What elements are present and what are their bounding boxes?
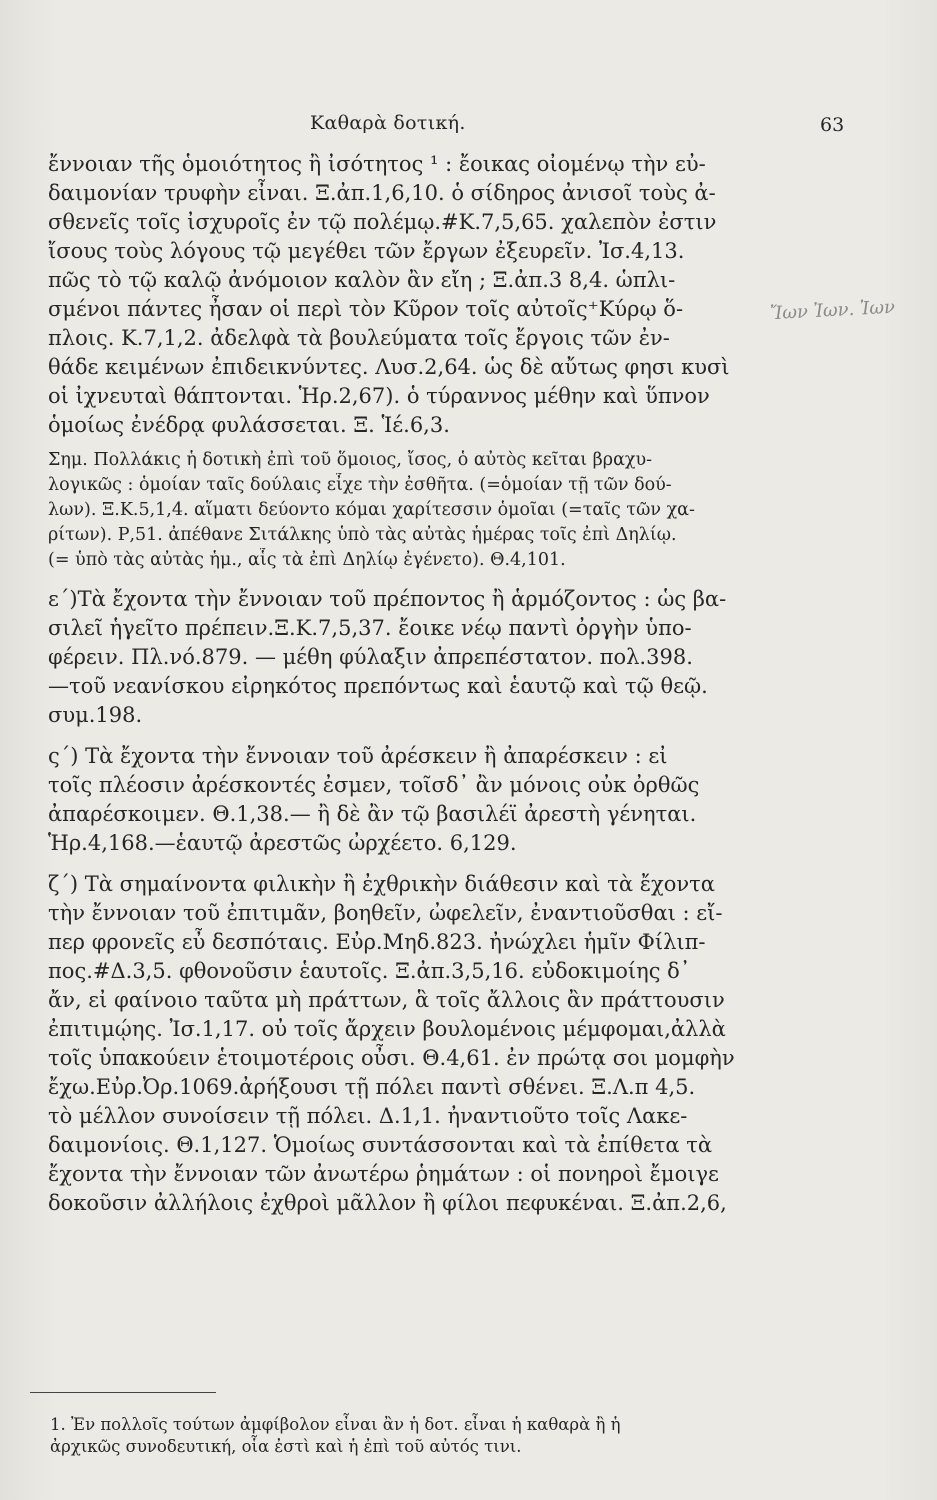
spacer (48, 730, 770, 742)
section-z-line: περ φρονεῖς εὖ δεσπόταις. Εὐρ.Μηδ.823. ἠνώχλει ἡμῖν Φίλιπ- (48, 930, 706, 954)
section-z-line: ἔχοντα τὴν ἔννοιαν τῶν ἀνωτέρω ῥημάτων : οἱ πονηροὶ ἔμοιγε (48, 1162, 719, 1186)
text-line: ἔννοιαν τῆς ὁμοιότητος ἢ ἰσότητος ¹ : ἔοικας οἰομένῳ τὴν εὐ- (48, 152, 706, 176)
section-e-line: σιλεῖ ἡγεῖτο πρέπειν.Ξ.Κ.7,5,37. ἔοικε νέῳ παντὶ ὀργὴν ὑπο- (48, 616, 692, 640)
handwritten-margin-note: Ἴων Ἰων. Ἰων (769, 296, 896, 325)
text-line: δαιμονίαν τρυφὴν εἶναι. Ξ.ἀπ.1,6,10. ὁ σίδηρος ἀνισοῖ τοὺς ἀ- (48, 181, 716, 205)
text-line: οἱ ἰχνευταὶ θάπτονται. Ἡρ.2,67). ὁ τύραννος μέθην καὶ ὕπνον (48, 384, 710, 408)
note-line: λογικῶς : ὁμοίαν ταῖς δούλαις εἶχε τὴν ἐσθῆτα. (=ὁμοίαν τῇ τῶν δού- (48, 475, 672, 495)
page-number: 63 (820, 114, 845, 136)
running-title: Καθαρὰ δοτική. (310, 112, 466, 134)
spacer (48, 440, 770, 448)
section-z-line: ἄν, εἰ φαίνοιο ταῦτα μὴ πράττων, ἃ τοῖς ἄλλοις ἂν πράττουσιν (48, 988, 725, 1012)
section-e-line: φέρειν. Πλ.νό.879. — μέθη φύλαξιν ἀπρεπέστατον. πολ.398. (48, 645, 693, 669)
section-z-line: πος.#Δ.3,5. φθονοῦσιν ἑαυτοῖς. Ξ.ἀπ.3,5,16. εὐδοκιμοίης δ᾽ (48, 959, 691, 983)
footnote-rule (30, 1392, 216, 1393)
text-line: πῶς τὸ τῷ καλῷ ἀνόμοιον καλὸν ἂν εἴη ; Ξ.ἀπ.3 8,4. ὡπλι- (48, 268, 676, 292)
footnote (50, 1414, 770, 1458)
section-st-line: ἀπαρέσκοιμεν. Θ.1,38.— ἢ δὲ ἂν τῷ βασιλέϊ ἀρεστὴ γένηται. (48, 802, 697, 826)
note-line: λων). Ξ.Κ.5,1,4. αἵματι δεύοντο κόμαι χαρίτεσσιν ὁμοῖαι (=ταῖς τῶν χα- (48, 500, 695, 520)
spacer (48, 573, 770, 585)
text-line: σμένοι πάντες ἦσαν οἱ περὶ τὸν Κῦρον τοῖς αὐτοῖς⁺Κύρῳ ὅ- (48, 297, 684, 321)
spacer (48, 858, 770, 870)
main-text (48, 150, 770, 1218)
section-st-line: Ἡρ.4,168.—ἑαυτῷ ἀρεστῶς ὠρχέετο. 6,129. (48, 831, 517, 855)
section-z-line: ἔχω.Εὐρ.Ὀρ.1069.ἀρήξουσι τῇ πόλει παντὶ σθένει. Ξ.Λ.π 4,5. (48, 1075, 696, 1099)
text-line: πλοις. Κ.7,1,2. ἀδελφὰ τὰ βουλεύματα τοῖς ἔργοις τῶν ἐν- (48, 326, 670, 350)
section-z-line: τὸ μέλλον συνοίσειν τῇ πόλει. Δ.1,1. ἠναντιοῦτο τοῖς Λακε- (48, 1104, 688, 1128)
text-line: ἴσους τοὺς λόγους τῷ μεγέθει τῶν ἔργων ἐξευρεῖν. Ἰσ.4,13. (48, 239, 685, 263)
text-line: σθενεῖς τοῖς ἰσχυροῖς ἐν τῷ πολέμῳ.#Κ.7,5,65. χαλεπὸν ἐστιν (48, 210, 717, 234)
text-line: θάδε κειμένων ἐπιδεικνύντες. Λυσ.2,64. ὡς δὲ αὔτως φησι κυσὶ (48, 355, 730, 379)
footnote-line: 1. Ἐν πολλοῖς τούτων ἀμφίβολον εἶναι ἂν ἡ δοτ. εἶναι ἡ καθαρὰ ἢ ἡ (50, 1415, 621, 1434)
note-line: (= ὑπὸ τὰς αὐτὰς ἡμ., αἷς τὰ ἐπὶ Δηλίῳ ἐγένετο). Θ.4,101. (48, 550, 566, 570)
text-line: ὁμοίως ἐνέδρᾳ φυλάσσεται. Ξ. Ἱέ.6,3. (48, 413, 450, 437)
section-z-line: δοκοῦσιν ἀλλήλοις ἐχθροὶ μᾶλλον ἢ φίλοι πεφυκέναι. Ξ.ἀπ.2,6, (48, 1191, 727, 1215)
section-st-line: τοῖς πλέοσιν ἀρέσκοντές ἐσμεν, τοῖσδ᾽ ἂν μόνοις οὐκ ὀρθῶς (48, 773, 700, 797)
section-z-line: τὴν ἔννοιαν τοῦ ἐπιτιμᾶν, βοηθεῖν, ὠφελεῖν, ἐναντιοῦσθαι : εἴ- (48, 901, 723, 925)
section-z-line: τοῖς ὑπακούειν ἑτοιμοτέροις οὖσι. Θ.4,61. ἐν πρώτᾳ σοι μομφὴν (48, 1046, 735, 1070)
section-e-line: ε΄)Τὰ ἔχοντα τὴν ἔννοιαν τοῦ πρέποντος ἢ ἁρμόζοντος : ὡς βα- (48, 587, 727, 611)
section-e-line: —τοῦ νεανίσκου εἰρηκότος πρεπόντως καὶ ἑαυτῷ καὶ τῷ θεῷ. (48, 674, 708, 698)
page-header (0, 112, 937, 142)
section-z-line: ἐπιτιμῴης. Ἰσ.1,17. οὐ τοῖς ἄρχειν βουλομένοις μέμφομαι,ἀλλὰ (48, 1017, 726, 1041)
note-line: Σημ. Πολλάκις ἡ δοτικὴ ἐπὶ τοῦ ὅμοιος, ἴσος, ὁ αὐτὸς κεῖται βραχυ- (48, 450, 653, 470)
section-z-line: δαιμονίοις. Θ.1,127. Ὁμοίως συντάσσονται καὶ τὰ ἐπίθετα τὰ (48, 1133, 713, 1157)
section-z-line: ζ΄) Τὰ σημαίνοντα φιλικὴν ἢ ἐχθρικὴν διάθεσιν καὶ τὰ ἔχοντα (48, 872, 715, 896)
note-line: ρίτων). Ρ,51. ἀπέθανε Σιτάλκης ὑπὸ τὰς αὐτὰς ἡμέρας τοῖς ἐπὶ Δηλίῳ. (48, 525, 677, 545)
section-st-line: ς΄) Τὰ ἔχοντα τὴν ἔννοιαν τοῦ ἀρέσκειν ἢ ἀπαρέσκειν : εἰ (48, 744, 668, 768)
footnote-line: ἀρχικῶς συνοδευτική, οἷα ἐστὶ καὶ ἡ ἐπὶ τοῦ αὐτός τινι. (50, 1437, 522, 1456)
section-e-line: συμ.198. (48, 703, 143, 727)
